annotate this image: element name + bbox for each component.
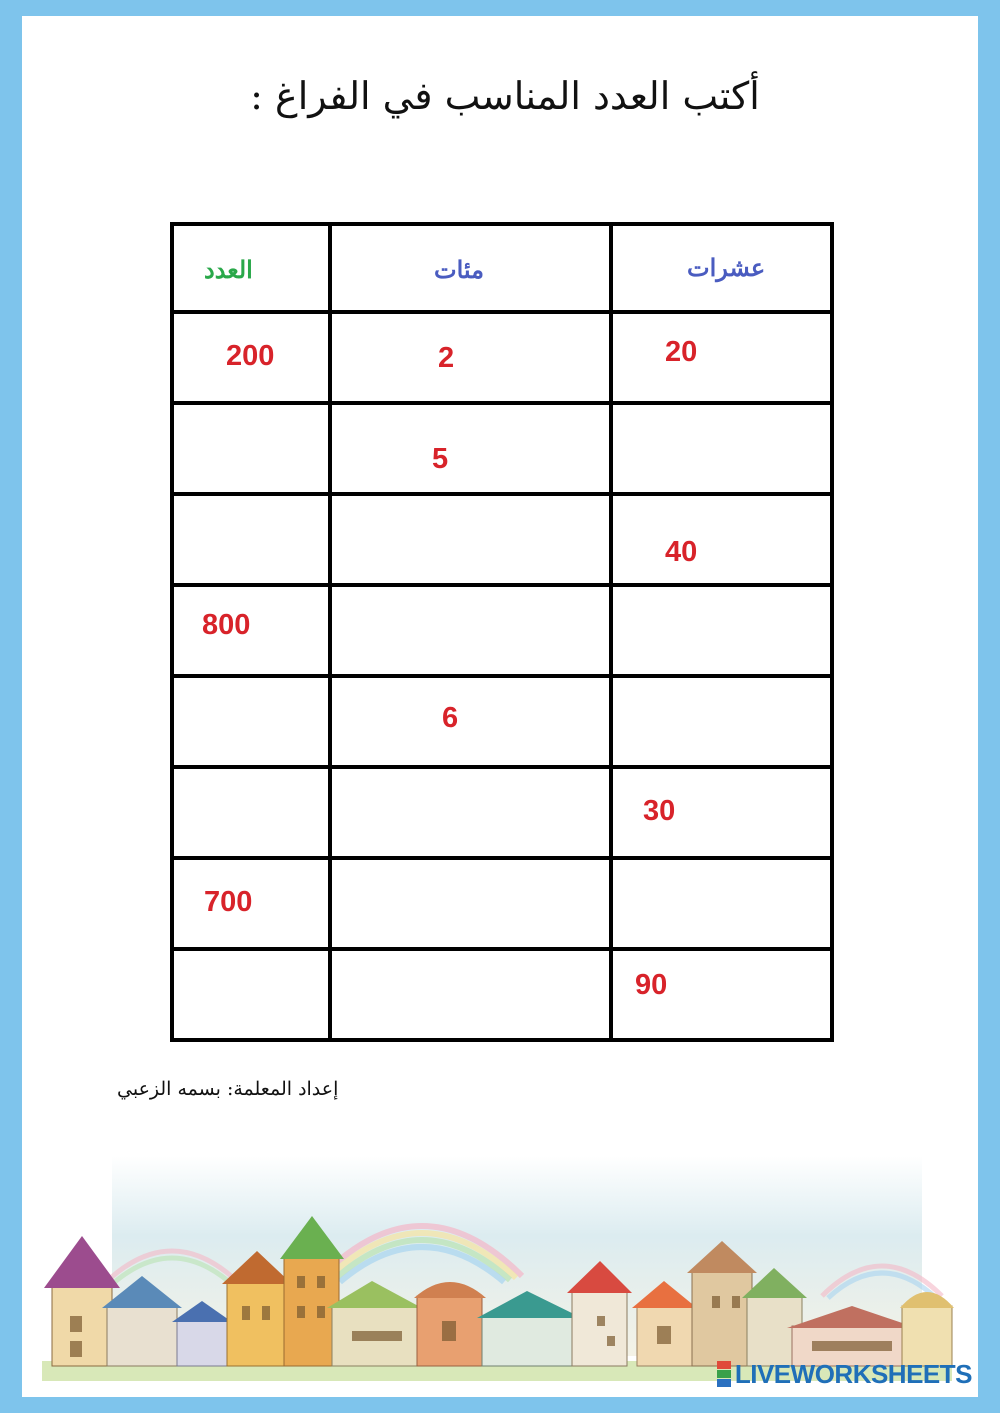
header-hundreds: مئات xyxy=(434,257,485,284)
cell-tens[interactable] xyxy=(611,585,832,676)
cell-hundreds[interactable] xyxy=(330,494,611,585)
table-row xyxy=(172,676,832,767)
cell-number[interactable] xyxy=(172,676,330,767)
table-row xyxy=(172,312,832,403)
worksheet-page xyxy=(22,16,978,1397)
table-row xyxy=(172,767,832,858)
header-tens: عشرات xyxy=(687,255,766,282)
cell-number[interactable]: 700 xyxy=(172,858,330,949)
cell-hundreds[interactable] xyxy=(330,585,611,676)
cell-hundreds[interactable]: 6 xyxy=(330,676,611,767)
cell-number[interactable] xyxy=(172,494,330,585)
liveworksheets-logo-icon xyxy=(717,1361,731,1387)
cell-tens[interactable] xyxy=(611,403,832,494)
table-row xyxy=(172,585,832,676)
cell-number[interactable] xyxy=(172,767,330,858)
table-row xyxy=(172,494,832,585)
cell-number[interactable]: 800 xyxy=(172,585,330,676)
table-row xyxy=(172,403,832,494)
cell-tens[interactable] xyxy=(611,858,832,949)
cell-tens[interactable] xyxy=(611,676,832,767)
page-title: أكتب العدد المناسب في الفراغ : xyxy=(250,74,760,118)
table-row xyxy=(172,858,832,949)
header-number: العدد xyxy=(204,257,253,284)
cell-hundreds[interactable]: 2 xyxy=(330,312,611,403)
cell-hundreds[interactable]: 5 xyxy=(330,403,611,494)
table-row xyxy=(172,949,832,1040)
cell-tens[interactable]: 40 xyxy=(611,494,832,585)
cell-number[interactable]: 200 xyxy=(172,312,330,403)
cell-hundreds[interactable] xyxy=(330,767,611,858)
cell-tens[interactable]: 20 xyxy=(611,312,832,403)
brand-text: LIVEWORKSHEETS xyxy=(734,1358,972,1389)
cell-tens[interactable]: 30 xyxy=(611,767,832,858)
liveworksheets-brand[interactable] xyxy=(717,1359,972,1389)
teacher-credit: إعداد المعلمة: بسمه الزعبي xyxy=(117,1078,339,1100)
cell-hundreds[interactable] xyxy=(330,949,611,1040)
cell-number[interactable] xyxy=(172,949,330,1040)
place-value-table xyxy=(170,222,834,1042)
cell-number[interactable] xyxy=(172,403,330,494)
table-header-row xyxy=(172,224,832,312)
cell-hundreds[interactable] xyxy=(330,858,611,949)
cell-tens[interactable]: 90 xyxy=(611,949,832,1040)
